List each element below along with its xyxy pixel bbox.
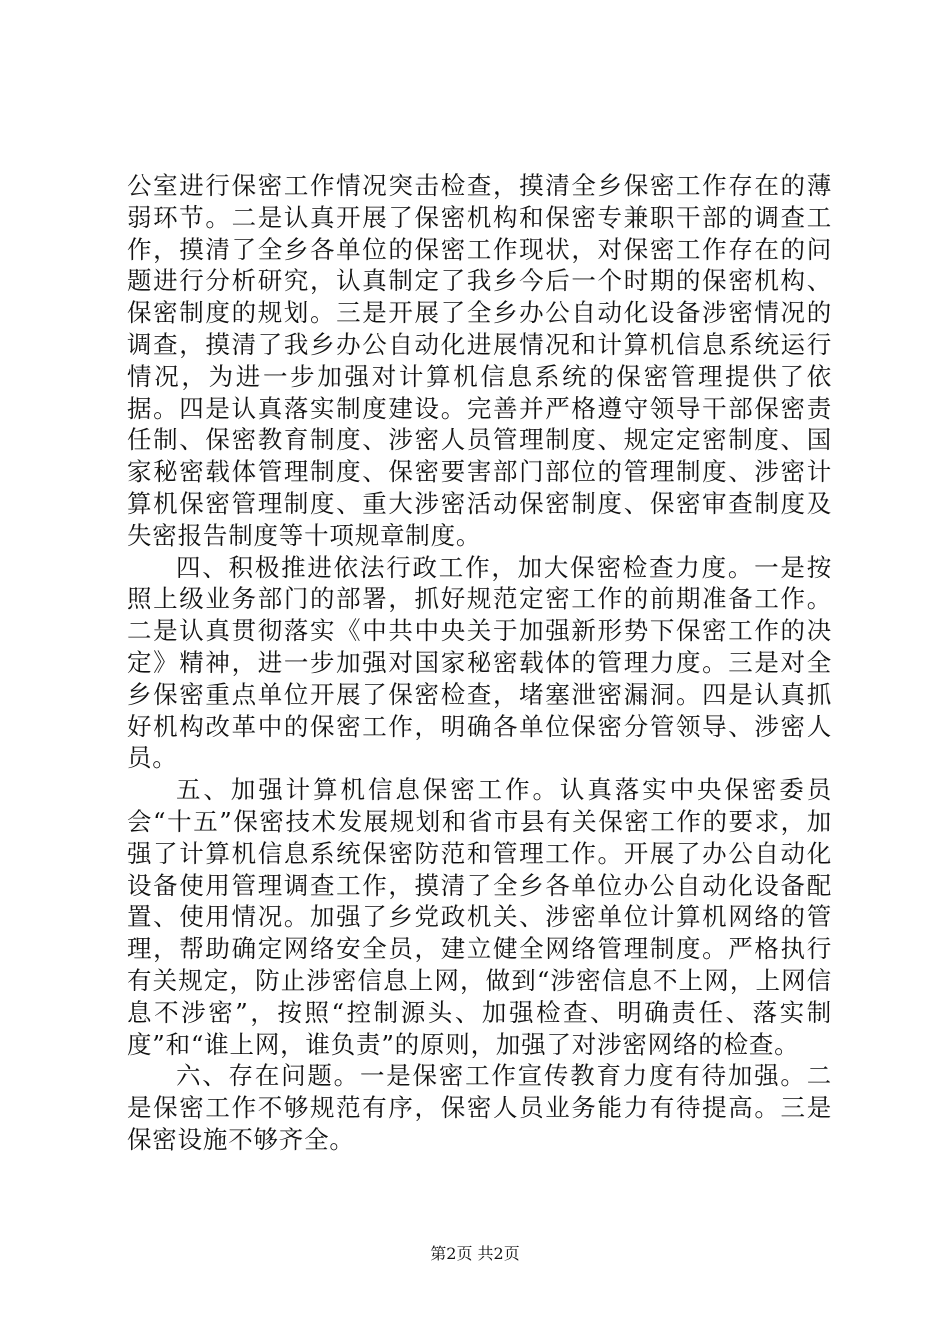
page-number-footer: 第2页 共2页 [430,1244,520,1263]
paragraph-section-6: 六、存在问题。一是保密工作宣传教育力度有待加强。二是保密工作不够规范有序，保密人员业务能力有待提高。三是保密设施不够齐全。 [127,1061,832,1154]
paragraph-section-5: 五、加强计算机信息保密工作。认真落实中央保密委员会“十五”保密技术发展规划和省市县有关保密工作的要求，加强了计算机信息系统保密防范和管理工作。开展了办公自动化设备使用管理调查工作，摸清了全乡各单位办公自动化设备配置、使用情况。加强了乡党政机关、涉密单位计算机网络的管理，帮助确定网络安全员，建立健全网络管理制度。严格执行有关规定，防止涉密信息上网，做到“涉密信息不上网，上网信息不涉密”，按照“控制源头、加强检查、明确责任、落实制度”和“谁上网，谁负责”的原则，加强了对涉密网络的检查。 [127,775,832,1059]
document-body [127,170,832,1156]
paragraph-continuation: 公室进行保密工作情况突击检查，摸清全乡保密工作存在的薄弱环节。二是认真开展了保密机构和保密专兼职干部的调查工作，摸清了全乡各单位的保密工作现状，对保密工作存在的问题进行分析研究，认真制定了我乡今后一个时期的保密机构、保密制度的规划。三是开展了全乡办公自动化设备涉密情况的调查，摸清了我乡办公自动化进展情况和计算机信息系统运行情况，为进一步加强对计算机信息系统的保密管理提供了依据。四是认真落实制度建设。完善并严格遵守领导干部保密责任制、保密教育制度、涉密人员管理制度、规定定密制度、国家秘密载体管理制度、保密要害部门部位的管理制度、涉密计算机保密管理制度、重大涉密活动保密制度、保密审查制度及失密报告制度等十项规章制度。 [127,171,832,550]
paragraph-section-4: 四、积极推进依法行政工作，加大保密检查力度。一是按照上级业务部门的部署，抓好规范定密工作的前期准备工作。二是认真贯彻落实《中共中央关于加强新形势下保密工作的决定》精神，进一步加强对国家秘密载体的管理力度。三是对全乡保密重点单位开展了保密检查，堵塞泄密漏洞。四是认真抓好机构改革中的保密工作，明确各单位保密分管领导、涉密人员。 [127,552,832,773]
